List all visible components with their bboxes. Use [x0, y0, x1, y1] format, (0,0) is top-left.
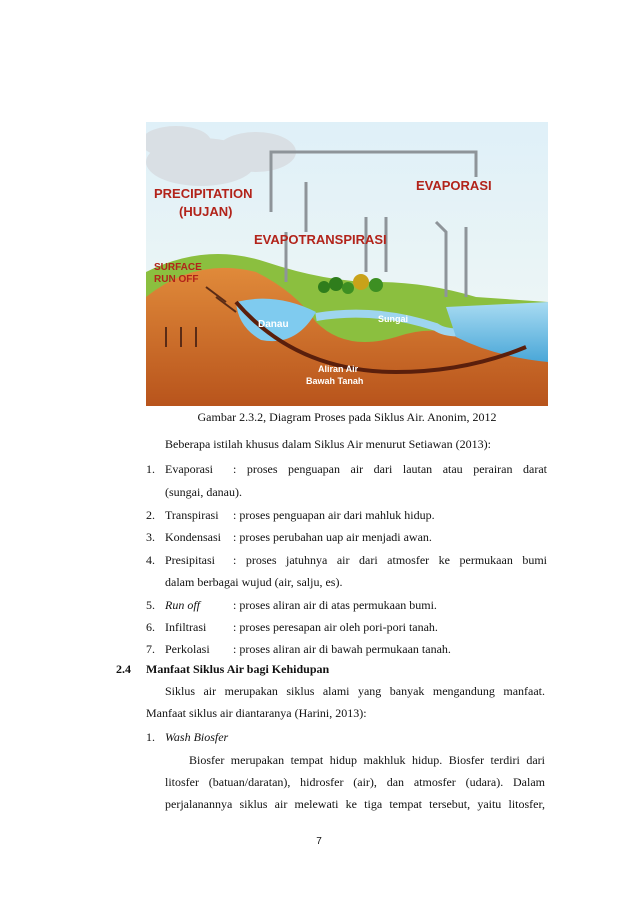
label-evapotranspirasi: EVAPOTRANSPIRASI [254, 232, 387, 247]
term-4-def-cont: dalam berbagai wujud (air, salju, es). [165, 575, 343, 589]
term-6-name: Infiltrasi [165, 620, 207, 634]
section-para1-line2: Manfaat siklus air diantaranya (Harini, 2013): [146, 706, 367, 720]
term-7-name: Perkolasi [165, 642, 210, 656]
term-1-number: 1. [146, 462, 155, 476]
term-3-number: 3. [146, 530, 155, 544]
term-1-def-cont: (sungai, danau). [165, 485, 242, 499]
label-surface: SURFACE [154, 262, 202, 273]
term-2-name: Transpirasi [165, 508, 219, 522]
section-number: 2.4 [116, 662, 131, 676]
section-para2-line2: litosfer (batuan/daratan), hidrosfer (air), dan atmosfer (udara). Dalam [165, 775, 545, 789]
label-sungai: Sungai [378, 314, 409, 324]
water-cycle-diagram [146, 122, 548, 406]
section-para2-line3: perjalanannya siklus air melewati ke tiga tempat tersebut, yaitu litosfer, [165, 797, 545, 811]
section-title: Manfaat Siklus Air bagi Kehidupan [146, 662, 330, 676]
term-5-number: 5. [146, 598, 155, 612]
label-hujan: (HUJAN) [179, 204, 233, 219]
label-precipitation: PRECIPITATION [154, 186, 253, 201]
term-5-def: : proses aliran air di atas permukaan bumi. [233, 598, 437, 612]
intro-text: Beberapa istilah khusus dalam Siklus Air menurut Setiawan (2013): [165, 437, 491, 451]
term-1-name: Evaporasi [165, 462, 213, 476]
term-6-def: : proses peresapan air oleh pori-pori tanah. [233, 620, 438, 634]
term-3-name: Kondensasi [165, 530, 221, 544]
term-4-def: : proses jatuhnya air dari atmosfer ke permukaan bumi [233, 553, 547, 567]
label-aliran-air: Aliran Air [318, 364, 359, 374]
term-4-number: 4. [146, 553, 155, 567]
label-evaporasi: EVAPORASI [416, 178, 492, 193]
label-danau: Danau [258, 319, 289, 330]
subitem-title: Wash Biosfer [165, 730, 229, 744]
label-bawah-tanah: Bawah Tanah [306, 376, 364, 386]
section-para1-line1: Siklus air merupakan siklus alami yang banyak mengandung manfaat. [165, 684, 545, 698]
page-number: 7 [316, 836, 322, 847]
figure-caption: Gambar 2.3.2, Diagram Proses pada Siklus Air. Anonim, 2012 [197, 410, 497, 424]
term-3-def: : proses perubahan uap air menjadi awan. [233, 530, 432, 544]
term-6-number: 6. [146, 620, 155, 634]
term-1-def: : proses penguapan air dari lautan atau perairan darat [233, 462, 547, 476]
label-runoff: RUN OFF [154, 274, 199, 285]
term-2-def: : proses penguapan air dari mahluk hidup. [233, 508, 435, 522]
term-7-number: 7. [146, 642, 155, 656]
term-5-name: Run off [165, 598, 200, 612]
subitem-number: 1. [146, 730, 155, 744]
section-para2-line1: Biosfer merupakan tempat hidup makhluk hidup. Biosfer terdiri dari [189, 753, 545, 767]
term-4-name: Presipitasi [165, 553, 215, 567]
term-2-number: 2. [146, 508, 155, 522]
term-7-def: : proses aliran air di bawah permukaan tanah. [233, 642, 451, 656]
